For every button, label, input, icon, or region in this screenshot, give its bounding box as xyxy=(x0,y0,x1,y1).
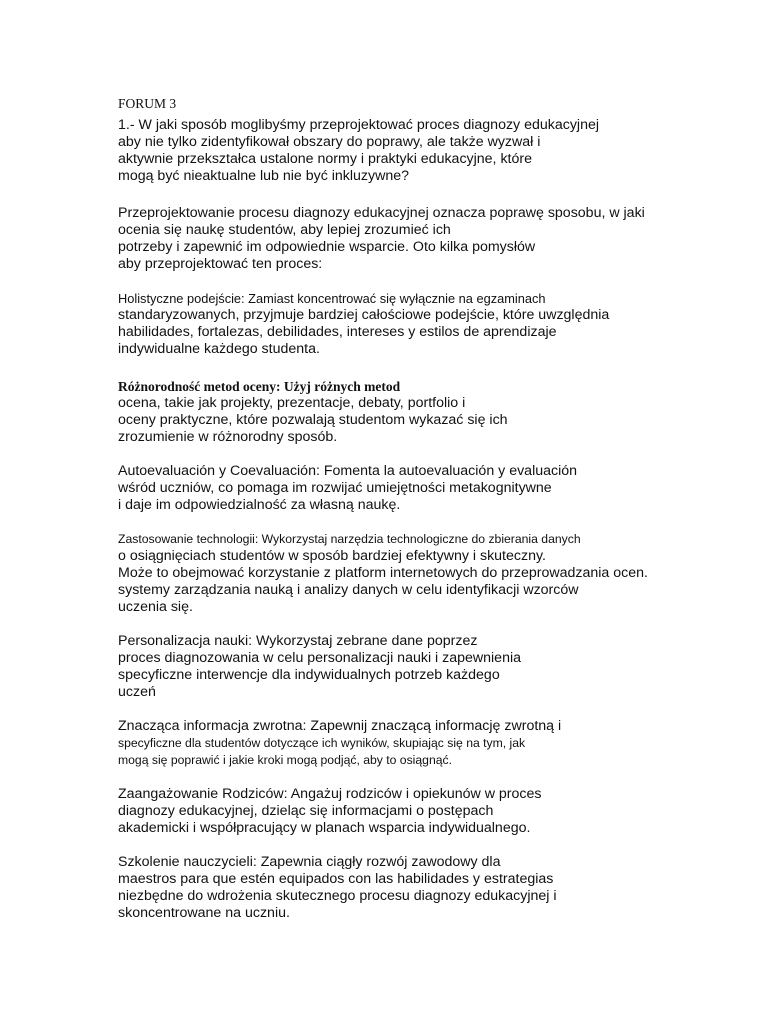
feedback-paragraph xyxy=(118,718,708,769)
text-line: aby przeprojektować ten proces: xyxy=(118,256,323,272)
text-line: specyficzne dla studentów dotyczące ich wyników, skupiając się na tym, jak xyxy=(118,736,526,750)
text-line: potrzeby i zapewnić im odpowiednie wsparcie. Oto kilka pomysłów xyxy=(118,239,536,255)
document-heading: FORUM 3 xyxy=(118,96,177,111)
text-line: maestros para que estén equipados con las habilidades y estrategias xyxy=(118,871,554,887)
text-line: proces diagnozowania w celu personalizacji nauki i zapewnienia xyxy=(118,650,522,666)
text-line: Szkolenie nauczycieli: Zapewnia ciągły rozwój zawodowy dla xyxy=(118,854,501,870)
diversity-paragraph xyxy=(118,378,708,446)
question-paragraph xyxy=(118,117,708,185)
technology-paragraph xyxy=(118,531,708,616)
text-line: i daje im odpowiedzialność za własną naukę. xyxy=(118,497,401,513)
text-line: oceny praktyczne, które pozwalają studentom wykazać się ich xyxy=(118,412,508,428)
text-line: o osiągnięciach studentów w sposób bardziej efektywny i skuteczny. xyxy=(118,548,546,564)
intro-paragraph xyxy=(118,205,708,273)
text-line: diagnozy edukacyjnej, dzieląc się informacjami o postępach xyxy=(118,803,494,819)
teachers-paragraph xyxy=(118,854,708,922)
text-line: Holistyczne podejście: Zamiast koncentrować się wyłącznie na egzaminach xyxy=(118,291,546,306)
text-line: wśród uczniów, co pomaga im rozwijać umiejętności metakognitywne xyxy=(118,480,552,496)
text-line: niezbędne do wdrożenia skutecznego procesu diagnozy edukacyjnej i xyxy=(118,888,557,904)
text-line: skoncentrowane na uczniu. xyxy=(118,905,290,921)
text-line: aktywnie przekształca ustalone normy i praktyki edukacyjne, które xyxy=(118,151,532,167)
selfeval-paragraph xyxy=(118,463,708,514)
text-line: aby nie tylko zidentyfikował obszary do poprawy, ale także wyzwał i xyxy=(118,134,541,150)
personalization-paragraph xyxy=(118,633,708,701)
text-line: systemy zarządzania nauką i analizy danych w celu identyfikacji wzorców xyxy=(118,582,579,598)
text-line: Znacząca informacja zwrotna: Zapewnij znaczącą informację zwrotną i xyxy=(118,718,562,734)
text-line: Personalizacja nauki: Wykorzystaj zebrane dane poprzez xyxy=(118,633,478,649)
text-line: ocena, takie jak projekty, prezentacje, debaty, portfolio i xyxy=(118,395,466,411)
text-line: uczenia się. xyxy=(118,599,193,615)
text-line: ocenia się naukę studentów, aby lepiej zrozumieć ich xyxy=(118,222,451,238)
text-line: habilidades, fortalezas, debilidades, intereses y estilos de aprendizaje xyxy=(118,324,557,340)
text-line: mogą się poprawić i jakie kroki mogą podjąć, aby to osiągnąć. xyxy=(118,753,452,767)
text-line: standaryzowanych, przyjmuje bardziej całościowe podejście, które uwzględnia xyxy=(118,307,610,323)
text-line: Autoevaluación y Coevaluación: Fomenta la autoevaluación y evaluación xyxy=(118,463,578,479)
parents-paragraph xyxy=(118,786,708,837)
text-line-bold: Różnorodność metod oceny: Użyj różnych metod xyxy=(118,379,401,394)
text-line: mogą być nieaktualne lub nie być inkluzywne? xyxy=(118,168,410,184)
text-line: 1.- W jaki sposób moglibyśmy przeprojektować proces diagnozy edukacyjnej xyxy=(118,117,600,133)
text-line: Może to obejmować korzystanie z platform internetowych do przeprowadzania ocen. xyxy=(118,565,648,581)
text-line: zrozumienie w różnorodny sposób. xyxy=(118,429,338,445)
document-page xyxy=(118,95,708,922)
text-line: Zaangażowanie Rodziców: Angażuj rodziców i opiekunów w proces xyxy=(118,786,542,802)
text-line: specyficzne interwencje dla indywidualnych potrzeb każdego xyxy=(118,667,500,683)
text-line: Przeprojektowanie procesu diagnozy edukacyjnej oznacza poprawę sposobu, w jaki xyxy=(118,205,645,221)
text-line: uczeń xyxy=(118,684,156,700)
text-line: Zastosowanie technologii: Wykorzystaj narzędzia technologiczne do zbierania danych xyxy=(118,532,581,546)
holistic-paragraph xyxy=(118,290,708,358)
text-line: indywidualne każdego studenta. xyxy=(118,341,320,357)
text-line: akademicki i współpracujący w planach wsparcia indywidualnego. xyxy=(118,820,531,836)
